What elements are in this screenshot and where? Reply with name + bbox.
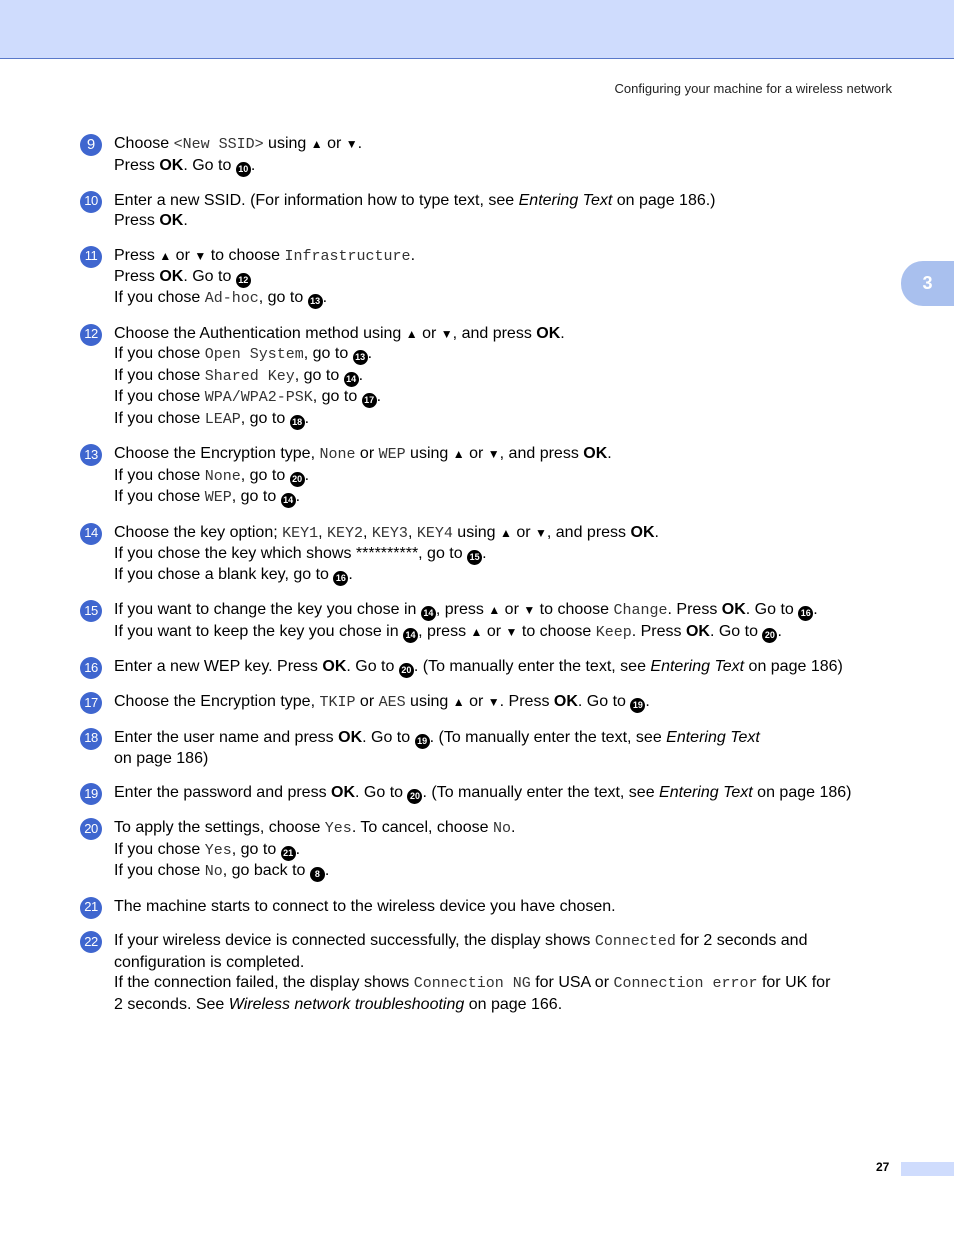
step-list	[80, 134, 900, 1029]
text-segment: Choose the Authentication method using	[114, 324, 406, 342]
up-arrow-icon: ▲	[452, 695, 465, 709]
text-segment: or	[417, 324, 441, 342]
step-item	[80, 818, 900, 883]
text-segment: .	[376, 388, 382, 405]
text-segment: . Go to	[183, 156, 236, 174]
text-segment: .	[295, 840, 301, 858]
down-arrow-icon: ▼	[487, 447, 500, 461]
text-segment: Choose the Encryption type,	[114, 693, 320, 710]
text-segment: . Go to	[346, 658, 399, 675]
step-reference: 13	[353, 350, 368, 365]
step-line	[114, 728, 900, 749]
text-segment: .	[304, 409, 310, 427]
text-segment: or	[355, 693, 379, 710]
text-segment: on page 186)	[114, 749, 209, 767]
text-segment: .	[607, 445, 612, 462]
text-segment: . Press	[631, 622, 686, 640]
step-number-badge: 11	[80, 246, 102, 268]
top-header-band	[0, 0, 954, 59]
text-segment: for 2 seconds and	[675, 932, 808, 949]
step-item	[80, 134, 900, 177]
text-segment: .	[357, 135, 363, 152]
text-segment: , go to	[240, 466, 290, 484]
step-item	[80, 897, 900, 918]
text-segment: If you chose	[114, 840, 205, 858]
text-segment: Press	[114, 246, 160, 264]
step-item	[80, 783, 900, 804]
text-segment: .	[777, 622, 782, 640]
display-text: KEY2	[327, 524, 364, 542]
step-number-badge: 21	[80, 897, 102, 919]
display-text: Yes	[204, 841, 232, 859]
cross-reference: Entering Text	[666, 728, 760, 746]
text-segment: .	[813, 601, 818, 618]
step-line	[114, 366, 900, 388]
down-arrow-icon: ▼	[505, 624, 518, 639]
step-reference: 14	[281, 493, 296, 508]
text-segment: , go to	[231, 488, 281, 505]
display-text: Shared Key	[204, 367, 295, 385]
step-number-badge: 9	[80, 134, 102, 156]
up-arrow-icon: ▲	[405, 326, 418, 341]
step-item	[80, 657, 900, 678]
text-segment: or	[322, 135, 346, 152]
down-arrow-icon: ▼	[535, 525, 547, 540]
step-item	[80, 692, 900, 714]
text-segment: , and press	[499, 445, 584, 462]
step-number-badge: 10	[80, 191, 102, 213]
display-text: Open System	[204, 346, 304, 363]
display-text: Keep	[595, 623, 632, 641]
text-segment: .	[295, 488, 301, 505]
up-arrow-icon: ▲	[159, 248, 172, 263]
step-line	[114, 387, 900, 409]
text-segment: .	[358, 366, 364, 384]
text-segment: ,	[407, 523, 417, 541]
text-segment: , go to	[294, 366, 344, 384]
text-segment: To apply the settings, choose	[114, 819, 325, 836]
step-number-badge: 20	[80, 818, 102, 840]
step-reference: 8	[310, 867, 325, 882]
step-line	[114, 931, 900, 953]
step-line	[114, 487, 900, 509]
text-segment: .	[482, 545, 487, 562]
cross-reference: Entering Text	[518, 191, 613, 209]
text-segment: Press	[114, 212, 160, 229]
text-segment: .	[510, 819, 516, 836]
step-number-badge: 22	[80, 931, 102, 953]
step-number-badge: 14	[80, 523, 102, 545]
text-segment: . Go to	[183, 268, 236, 285]
text-segment: .	[367, 345, 373, 362]
text-segment: , go back to	[222, 862, 310, 879]
key-label: OK	[159, 156, 184, 174]
step-line	[114, 444, 900, 466]
step-line	[114, 544, 900, 565]
text-segment: , go to	[258, 289, 308, 306]
step-line	[114, 657, 900, 678]
text-segment: .	[654, 523, 659, 541]
step-item	[80, 191, 900, 232]
step-number-badge: 18	[80, 728, 102, 750]
step-reference: 15	[467, 550, 482, 565]
step-reference: 21	[281, 846, 296, 861]
key-label: OK	[338, 728, 363, 746]
text-segment: Choose	[114, 135, 174, 152]
down-arrow-icon: ▼	[345, 137, 358, 151]
text-segment: on page 166.	[464, 995, 563, 1013]
step-reference: 13	[308, 294, 323, 309]
text-segment: If you chose	[114, 388, 205, 405]
step-item	[80, 931, 900, 1015]
display-text: No	[204, 863, 223, 880]
text-segment: . Go to	[355, 784, 408, 801]
text-segment: Enter the user name and press	[114, 728, 339, 746]
step-line	[114, 897, 900, 918]
text-segment: on page 186)	[744, 658, 843, 675]
text-segment: or	[482, 622, 506, 640]
step-line	[114, 600, 900, 622]
step-item	[80, 324, 900, 431]
key-label: OK	[721, 601, 746, 618]
chapter-tab: 3	[901, 261, 954, 306]
text-segment: ,	[363, 523, 372, 541]
text-segment: on page 186.)	[612, 191, 716, 209]
cross-reference: Entering Text	[659, 784, 753, 801]
step-reference: 19	[630, 698, 645, 713]
display-text: KEY3	[371, 524, 408, 542]
text-segment: to choose	[517, 622, 596, 640]
step-line	[114, 565, 900, 586]
step-item	[80, 444, 900, 509]
step-item	[80, 728, 900, 770]
step-item	[80, 600, 900, 643]
key-label: OK	[685, 622, 710, 640]
display-text: Connection error	[613, 975, 758, 992]
step-reference: 14	[403, 628, 418, 643]
step-number-badge: 13	[80, 444, 102, 466]
text-segment: or	[464, 693, 488, 710]
key-label: OK	[553, 693, 578, 710]
text-segment: . (To manually enter the text, see	[422, 784, 660, 801]
step-item	[80, 246, 900, 310]
text-segment: . (To manually enter the text, see	[429, 728, 667, 746]
key-label: OK	[331, 784, 356, 801]
step-reference: 20	[399, 663, 414, 678]
text-segment: .	[348, 566, 353, 583]
page-number: 27	[876, 1160, 890, 1174]
display-text: <New SSID>	[173, 136, 264, 153]
key-label: OK	[159, 268, 184, 285]
text-segment: The machine starts to connect to the wireless device you have chosen.	[114, 897, 616, 915]
key-label: OK	[630, 523, 655, 541]
step-reference: 14	[421, 606, 436, 621]
text-segment: If you want to change the key you chose in	[114, 601, 421, 618]
step-line	[114, 288, 900, 310]
step-line	[114, 134, 900, 156]
display-text: None	[319, 446, 356, 463]
display-text: LEAP	[204, 410, 241, 428]
text-segment: If you chose the key which shows **********, go to	[114, 545, 468, 562]
display-text: Yes	[324, 820, 352, 837]
step-line	[114, 324, 900, 345]
footer-bar	[901, 1162, 954, 1176]
text-segment: using	[405, 693, 453, 710]
up-arrow-icon: ▲	[499, 525, 512, 540]
display-text: WPA/WPA2-PSK	[204, 389, 313, 406]
step-line	[114, 523, 900, 545]
step-line	[114, 211, 900, 232]
step-item	[80, 523, 900, 587]
step-number-badge: 19	[80, 783, 102, 805]
step-reference: 20	[762, 628, 777, 643]
text-segment: If you chose	[114, 409, 205, 427]
up-arrow-icon: ▲	[310, 137, 323, 151]
text-segment: , go to	[240, 409, 290, 427]
key-label: OK	[536, 324, 561, 342]
step-line	[114, 783, 900, 804]
step-reference: 16	[333, 571, 348, 586]
display-text: WEP	[378, 446, 406, 463]
display-text: KEY4	[416, 524, 453, 542]
step-line	[114, 995, 900, 1016]
step-line	[114, 191, 900, 212]
step-reference: 14	[344, 372, 359, 387]
step-reference: 19	[415, 734, 430, 749]
text-segment: .	[324, 862, 330, 879]
text-segment: Enter a new WEP key. Press	[114, 658, 323, 675]
display-text: None	[204, 467, 241, 485]
step-line	[114, 246, 900, 268]
text-segment: or	[500, 601, 524, 618]
down-arrow-icon: ▼	[440, 326, 453, 341]
up-arrow-icon: ▲	[470, 624, 483, 639]
step-reference: 20	[290, 472, 305, 487]
text-segment: or	[464, 445, 488, 462]
text-segment: , go to	[303, 345, 353, 362]
text-segment: or	[171, 246, 195, 264]
text-segment: using	[452, 523, 500, 541]
text-segment: Choose the Encryption type,	[114, 445, 320, 462]
step-number-badge: 17	[80, 692, 102, 714]
text-segment: If you chose a blank key, go to	[114, 566, 334, 583]
text-segment: Choose the key option;	[114, 523, 283, 541]
cross-reference: Entering Text	[650, 658, 745, 675]
display-text: No	[492, 820, 511, 837]
text-segment: If you chose	[114, 366, 205, 384]
step-line	[114, 692, 900, 714]
step-reference: 10	[236, 162, 251, 177]
step-line	[114, 409, 900, 431]
step-number-badge: 12	[80, 324, 102, 346]
text-segment: . Press	[499, 693, 554, 710]
display-text: Ad-hoc	[204, 290, 259, 307]
step-number-badge: 16	[80, 657, 102, 679]
text-segment: .	[560, 324, 565, 342]
text-segment: , go to	[231, 840, 281, 858]
text-segment: using	[263, 135, 311, 152]
step-reference: 17	[362, 393, 377, 408]
text-segment: If you chose	[114, 289, 205, 306]
text-segment: . Go to	[362, 728, 415, 746]
text-segment: If you chose	[114, 862, 205, 879]
text-segment: , go to	[312, 388, 362, 405]
text-segment: .	[322, 289, 328, 306]
step-line	[114, 818, 900, 840]
display-text: Change	[613, 602, 668, 619]
down-arrow-icon: ▼	[194, 248, 207, 263]
step-line	[114, 953, 900, 974]
step-line	[114, 156, 900, 177]
step-line	[114, 344, 900, 366]
step-line	[114, 973, 900, 995]
cross-reference: Wireless network troubleshooting	[228, 995, 465, 1013]
text-segment: . To cancel, choose	[351, 819, 493, 836]
text-segment: on page 186)	[752, 784, 852, 801]
text-segment: Enter a new SSID. (For information how to type text, see	[114, 191, 519, 209]
text-segment: If your wireless device is connected successfully, the display shows	[114, 932, 595, 949]
step-reference: 16	[798, 606, 813, 621]
display-text: AES	[378, 694, 406, 711]
display-text: Connected	[594, 933, 676, 950]
down-arrow-icon: ▼	[487, 695, 500, 709]
running-header: Configuring your machine for a wireless network	[614, 81, 892, 96]
text-segment: If you chose	[114, 466, 205, 484]
display-text: Connection NG	[413, 975, 531, 992]
step-line	[114, 840, 900, 862]
step-reference: 12	[236, 273, 251, 288]
text-segment: or	[355, 445, 379, 462]
step-reference: 20	[407, 789, 422, 804]
text-segment: . Go to	[709, 622, 763, 640]
text-segment: .	[250, 156, 256, 174]
up-arrow-icon: ▲	[488, 603, 501, 617]
text-segment: Press	[114, 268, 160, 285]
text-segment: If you chose	[114, 488, 205, 505]
step-line	[114, 861, 900, 883]
text-segment: .	[304, 466, 310, 484]
text-segment: . (To manually enter the text, see	[413, 658, 651, 675]
text-segment: for USA or	[530, 974, 614, 991]
display-text: Infrastructure	[284, 247, 411, 265]
text-segment: If the connection failed, the display shows	[114, 974, 414, 991]
text-segment: using	[405, 445, 453, 462]
step-number-badge: 15	[80, 600, 102, 622]
key-label: OK	[159, 212, 184, 229]
step-reference: 18	[290, 415, 305, 430]
key-label: OK	[322, 658, 347, 675]
text-segment: 2 seconds. See	[114, 995, 229, 1013]
text-segment: Enter the password and press	[114, 784, 332, 801]
text-segment: to choose	[206, 246, 285, 264]
text-segment: . Go to	[745, 601, 799, 618]
text-segment: , and press	[452, 324, 537, 342]
text-segment: . Go to	[577, 693, 631, 710]
key-label: OK	[583, 445, 608, 462]
down-arrow-icon: ▼	[523, 603, 536, 617]
step-line	[114, 267, 900, 288]
text-segment: , and press	[546, 523, 631, 541]
text-segment: ,	[318, 523, 328, 541]
text-segment: .	[183, 212, 188, 229]
text-segment: , press	[435, 601, 489, 618]
text-segment: If you want to keep the key you chose in	[114, 622, 404, 640]
display-text: TKIP	[319, 694, 356, 711]
text-segment: If you chose	[114, 345, 205, 362]
step-line	[114, 749, 900, 770]
text-segment: for UK for	[757, 974, 831, 991]
text-segment: configuration is completed.	[114, 953, 305, 971]
text-segment: .	[645, 693, 650, 710]
up-arrow-icon: ▲	[452, 447, 465, 461]
text-segment: Press	[114, 156, 160, 174]
display-text: WEP	[204, 489, 232, 506]
step-line	[114, 622, 900, 644]
display-text: KEY1	[282, 524, 319, 542]
text-segment: to choose	[535, 601, 614, 618]
text-segment: . Press	[667, 601, 722, 618]
text-segment: or	[511, 523, 535, 541]
text-segment: .	[410, 246, 416, 264]
step-line	[114, 466, 900, 488]
text-segment: , press	[418, 622, 471, 640]
